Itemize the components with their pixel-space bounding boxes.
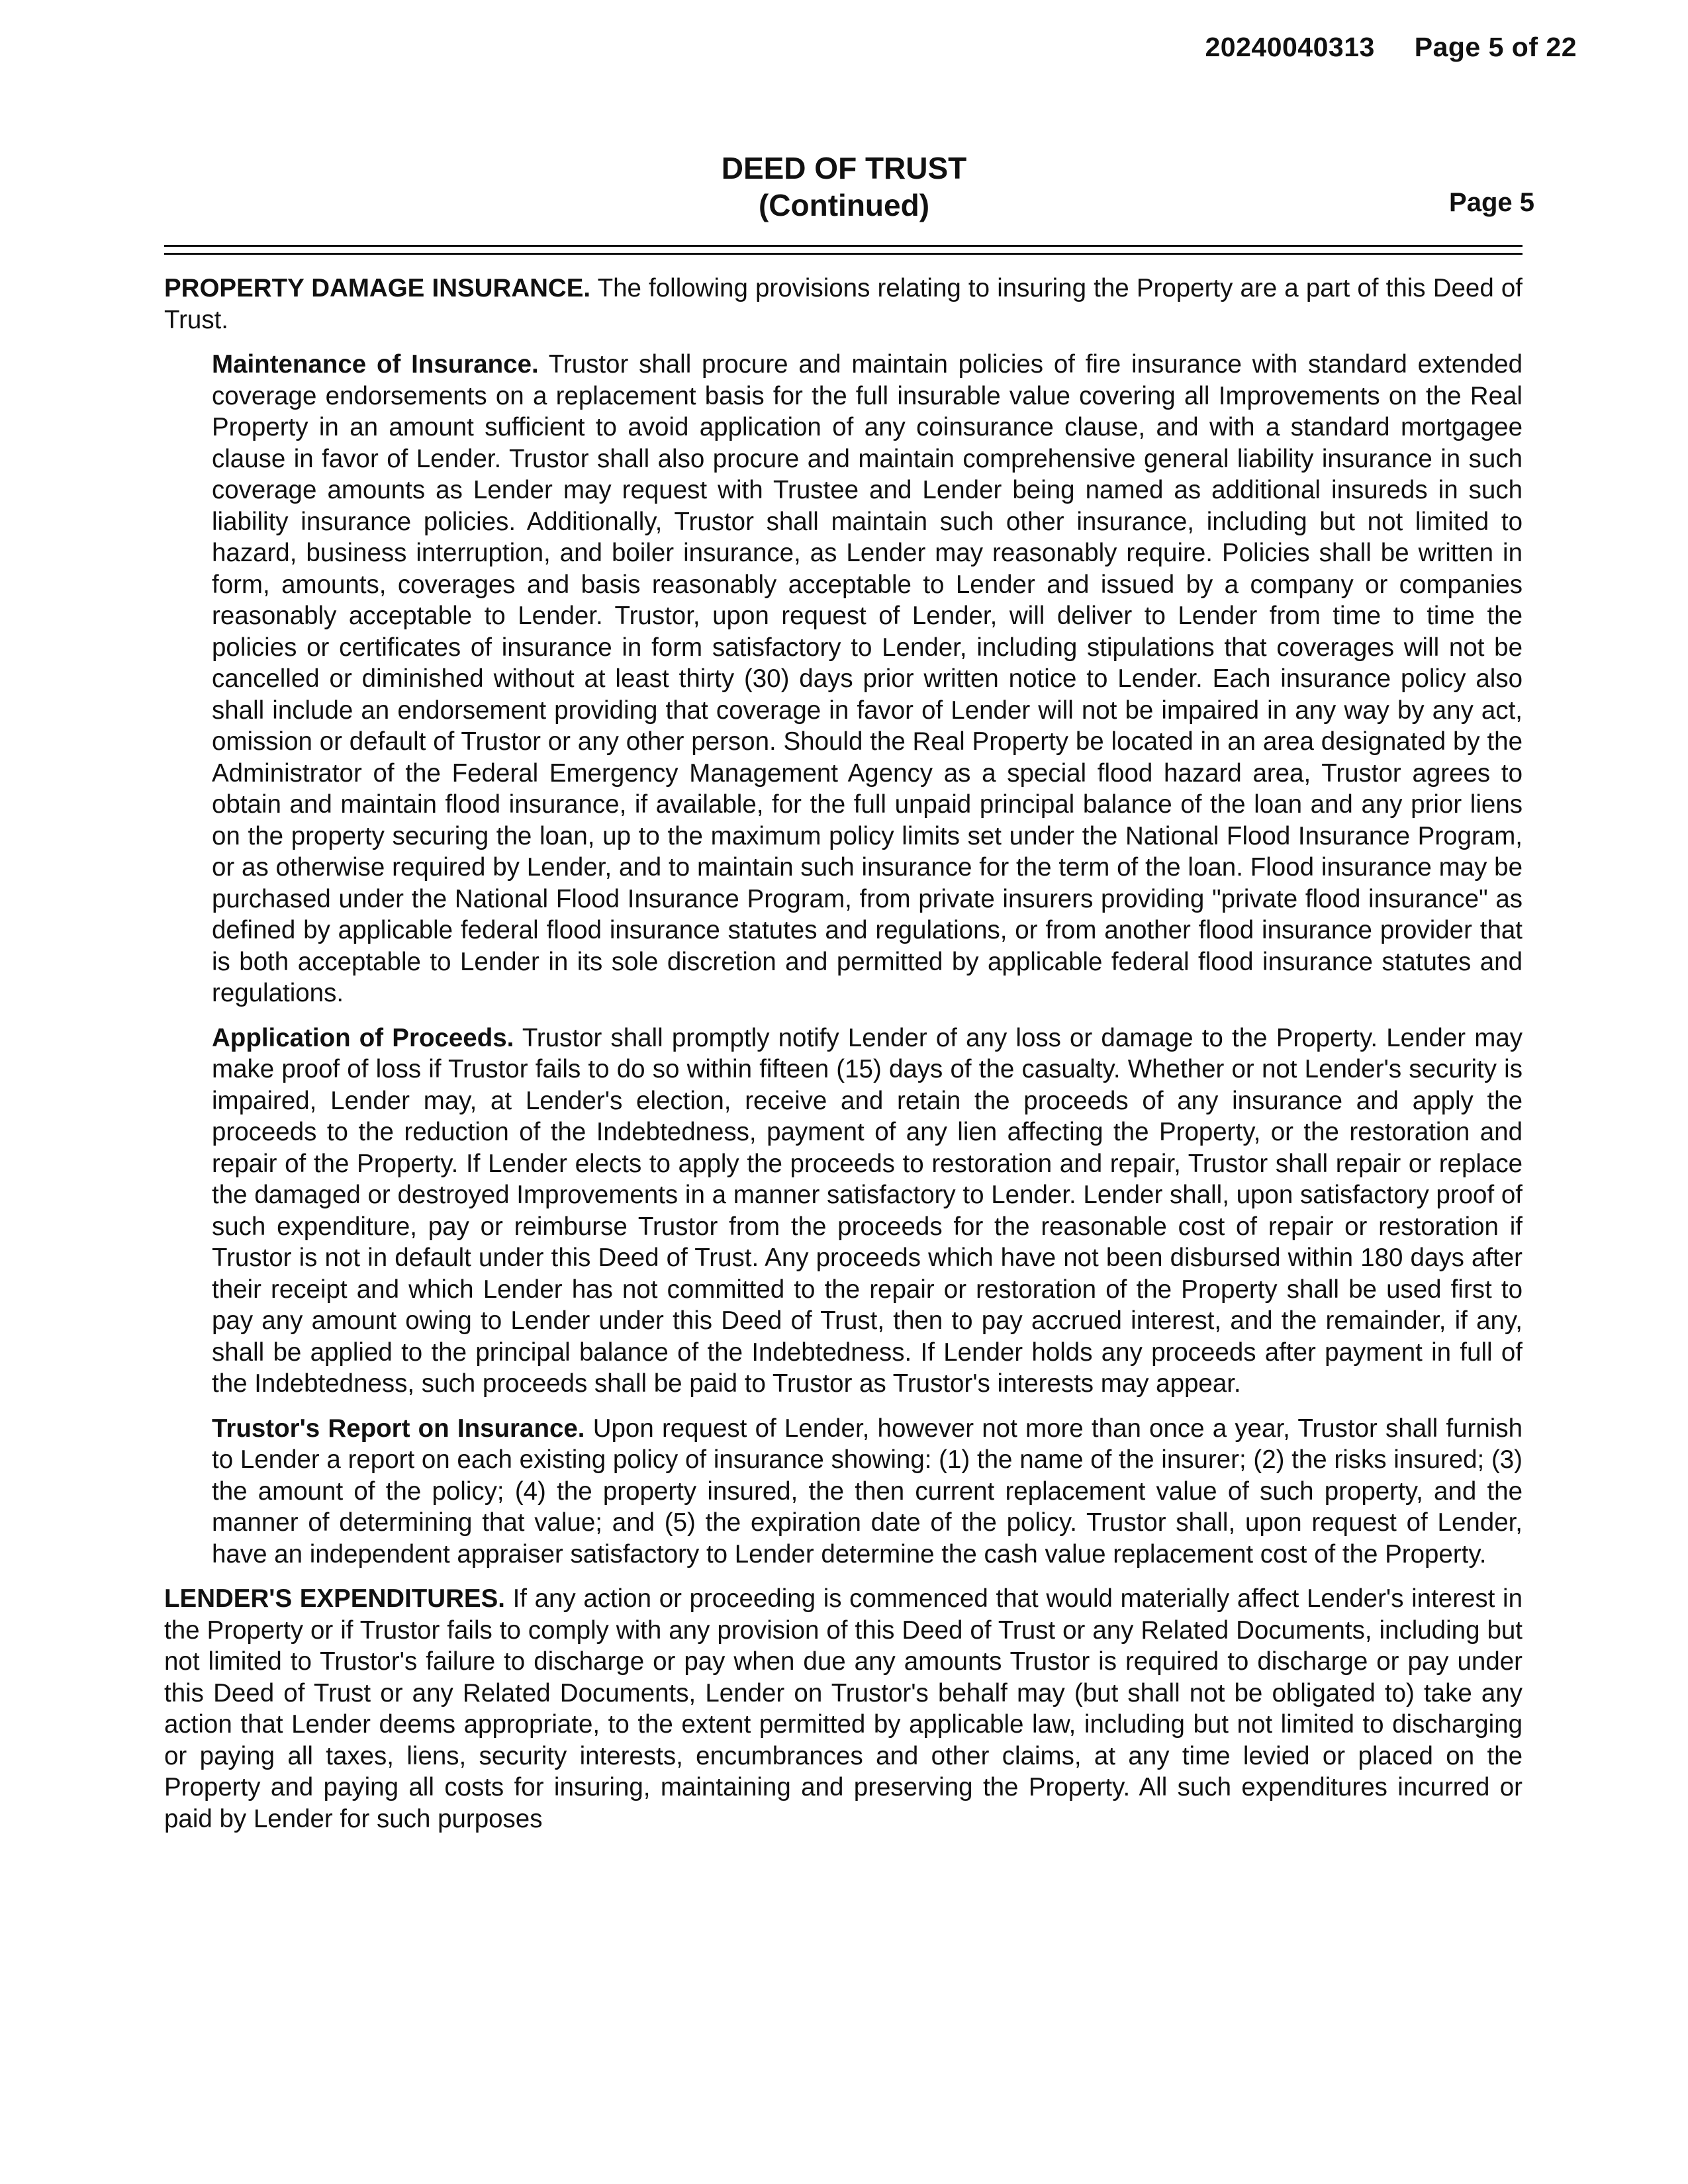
section-text: Trustor shall procure and maintain policies of fire insurance with standard extended coverage endorsements on a replacement basis for the full insurable value covering all Improvements on the Real Property in an amount sufficient to avoid application of any coinsurance clause, and with a standard mortgagee clause in favor of Lender. Trustor shall also procure and maintain comprehensive general liability insurance in such coverage amounts as Lender may request with Trustee and Lender being named as additional insureds in such liability insurance policies. Additionally, Trustor shall maintain such other insurance, including but not limited to hazard, business interruption, and boiler insurance, as Lender may reasonably require. Policies shall be written in form, amounts, coverages and basis reasonably acceptable to Lender and issued by a company or companies reasonably acceptable to Lender. Trustor, upon request of Lender, will deliver to Lender from time to time the policies or certificates of insurance in form satisfactory to Lender, including stipulations that coverages will not be cancelled or diminished without at least thirty (30) days prior written notice to Lender. Each insurance policy also shall include an endorsement providing that coverage in favor of Lender will not be impaired in any way by any act, omission or default of Trustor or any other person. Should the Real Property be located in an area designated by the Administrator of the Federal Emergency Management Agency as a special flood hazard area, Trustor agrees to obtain and maintain flood insurance, if available, for the full unpaid principal balance of the loan and any prior liens on the property securing the loan, up to the maximum policy limits set under the National Flood Insurance Program, or as otherwise required by Lender, and to maintain such insurance for the term of the loan. Flood insurance may be purchased under the National Flood Insurance Program, from private insurers providing "private flood insurance" as defined by applicable federal flood insurance statutes and regulations, or from another flood insurance provider that is both acceptable to Lender in its sole discretion and permitted by applicable federal flood insurance statutes and regulations.: [212, 350, 1523, 1007]
section-application-of-proceeds: [212, 1023, 1523, 1400]
section-text: Upon request of Lender, however not more than once a year, Trustor shall furnish to Lender a report on each existing policy of insurance showing: (1) the name of the insurer; (2) the risks insured; (3) the amount of the policy; (4) the property insured, the then current replacement value of such property, and the manner of determining that value; and (5) the expiration date of the policy. Trustor shall, upon request of Lender, have an independent appraiser satisfactory to Lender determine the cash value replacement cost of the Property.: [212, 1414, 1523, 1569]
document-page-label: Page 5: [1449, 188, 1534, 217]
section-text: Trustor shall promptly notify Lender of any loss or damage to the Property. Lender may make proof of loss if Trustor fails to do so within fifteen (15) days of the casualty. Whether or not Lender's security is impaired, Lender may, at Lender's election, receive and retain the proceeds of any insurance and apply the proceeds to the reduction of the Indebtedness, payment of any lien affecting the Property, or the restoration and repair of the Property. If Lender elects to apply the proceeds to restoration and repair, Trustor shall repair or replace the damaged or destroyed Improvements in a manner satisfactory to Lender. Lender shall, upon satisfactory proof of such expenditure, pay or reimburse Trustor from the proceeds for the reasonable cost of repair or restoration if Trustor is not in default under this Deed of Trust. Any proceeds which have not been disbursed within 180 days after their receipt and which Lender has not committed to the repair or restoration of the Property shall be used first to pay any amount owing to Lender under this Deed of Trust, then to pay accrued interest, and the remainder, if any, shall be applied to the principal balance of the Indebtedness. If Lender holds any proceeds after payment in full of the Indebtedness, such proceeds shall be paid to Trustor as Trustor's interests may appear.: [212, 1023, 1523, 1398]
document-title: DEED OF TRUST: [721, 151, 967, 185]
section-text: The following provisions relating to insuring the Property are a part of this Deed of Trust.: [164, 274, 1523, 334]
document-subtitle: (Continued): [758, 188, 930, 222]
section-text: If any action or proceeding is commenced that would materially affect Lender's interest in the Property or if Trustor fails to comply with any provision of this Deed of Trust or any Related Documents, including but not limited to Trustor's failure to discharge or pay when due any amounts Trustor is required to discharge or pay under this Deed of Trust or any Related Documents, Lender on Trustor's behalf may (but shall not be obligated to) take any action that Lender deems appropriate, to the extent permitted by applicable law, including but not limited to discharging or paying all taxes, liens, security interests, encumbrances and other claims, at any time levied or placed on the Property and paying all costs for insuring, maintaining and preserving the Property. All such expenditures incurred or paid by Lender for such purposes: [164, 1584, 1523, 1833]
section-trustor-report-on-insurance: [212, 1413, 1523, 1570]
document-title-block: [0, 150, 1688, 224]
section-heading: LENDER'S EXPENDITURES.: [164, 1584, 505, 1613]
section-property-damage-insurance: [164, 273, 1523, 336]
header-rule-bottom: [164, 253, 1523, 255]
section-heading: Application of Proceeds.: [212, 1023, 514, 1052]
document-body: [164, 273, 1523, 1848]
header-rule-top: [164, 245, 1523, 247]
recording-page-count: Page 5 of 22: [1414, 32, 1577, 62]
section-heading: Trustor's Report on Insurance.: [212, 1414, 585, 1443]
recording-number: 20240040313: [1205, 32, 1375, 62]
section-heading: Maintenance of Insurance.: [212, 350, 539, 379]
section-maintenance-of-insurance: [212, 349, 1523, 1009]
recording-header: [1205, 32, 1577, 63]
section-lenders-expenditures: [164, 1583, 1523, 1835]
section-heading: PROPERTY DAMAGE INSURANCE.: [164, 274, 591, 302]
